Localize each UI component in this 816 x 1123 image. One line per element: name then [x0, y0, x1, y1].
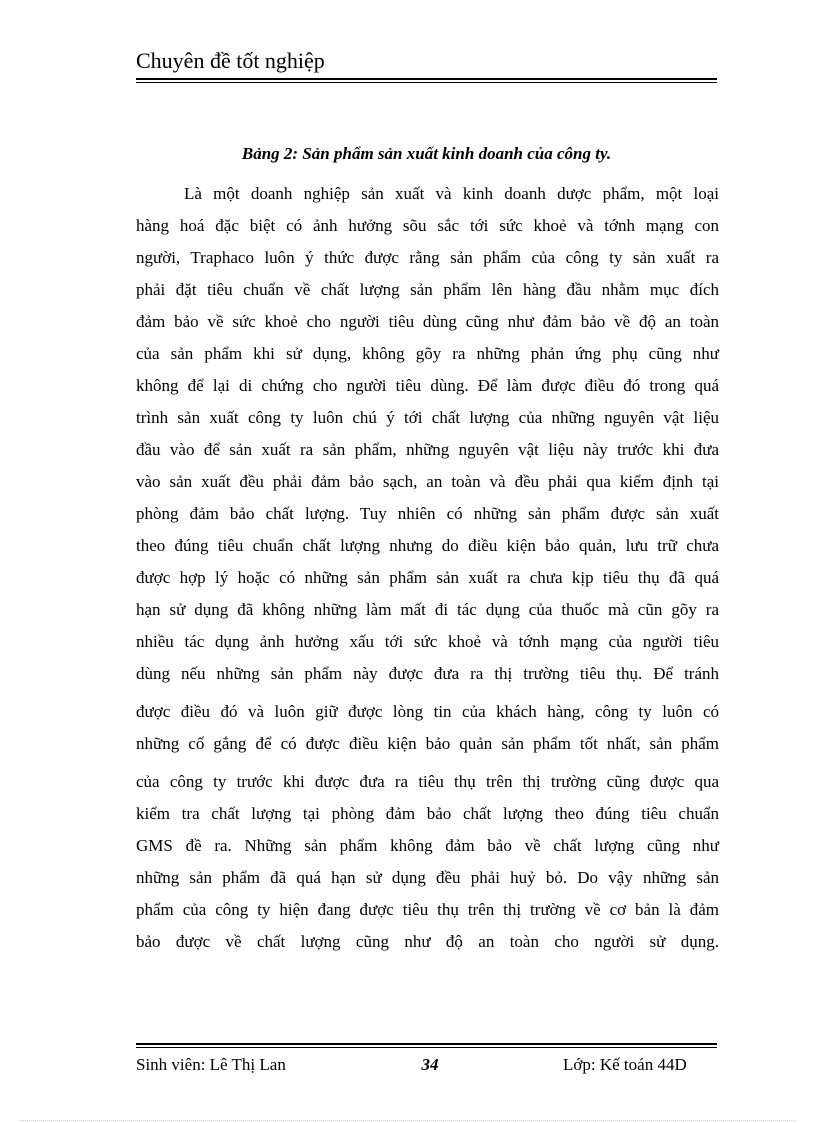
paragraph-line: được hợp lý hoặc có những sản phẩm sản xuất ra chưa kịp tiêu thụ đã quá	[136, 568, 719, 587]
body-paragraph	[136, 178, 719, 958]
paragraph-line: hạn sử dụng đã không những làm mất đi tác dụng của thuốc mà cũn gõy ra	[136, 600, 719, 619]
paragraph-line: GMS đề ra. Những sản phẩm không đảm bảo về chất lượng cũng như	[136, 836, 719, 855]
paragraph-line: những sản phẩm đã quá hạn sử dụng đều phải huỷ bỏ. Do vậy những sản	[136, 868, 719, 887]
paragraph-line: người, Traphaco luôn ý thức được rằng sản phẩm của công ty sản xuất ra	[136, 248, 719, 267]
paragraph-line: dùng nếu những sản phẩm này được đưa ra thị trường tiêu thụ. Để tránh	[136, 664, 719, 683]
paragraph-line: theo đúng tiêu chuẩn chất lượng nhưng do điều kiện bảo quản, lưu trữ chưa	[136, 536, 719, 555]
paragraph-line: kiểm tra chất lượng tại phòng đảm bảo chất lượng theo đúng tiêu chuẩn	[136, 804, 719, 823]
paragraph-line: những cố gắng để có được điều kiện bảo quản sản phẩm tốt nhất, sản phẩm	[136, 734, 719, 753]
paragraph-line: phòng đảm bảo chất lượng. Tuy nhiên có những sản phẩm được sản xuất	[136, 504, 719, 523]
paragraph-line: phẩm của công ty hiện đang được tiêu thụ trên thị trường về cơ bản là đảm	[136, 900, 719, 919]
paragraph-line: đảm bảo về sức khoẻ cho người tiêu dùng cũng như đảm bảo về độ an toàn	[136, 312, 719, 331]
paragraph-line: trình sản xuất công ty luôn chú ý tới chất lượng của những nguyên vật liệu	[136, 408, 719, 427]
footer-class-name: Lớp: Kế toán 44D	[563, 1055, 687, 1074]
paragraph-line: nhiều tác dụng ảnh hưởng xấu tới sức khoẻ và tớnh mạng của người tiêu	[136, 632, 719, 651]
page-bottom-edge	[20, 1120, 796, 1121]
paragraph-line: không để lại di chứng cho người tiêu dùng. Để làm được điều đó trong quá	[136, 376, 719, 395]
document-header-title: Chuyên đề tốt nghiệp	[136, 48, 325, 73]
paragraph-line: được điều đó và luôn giữ được lòng tin của khách hàng, công ty luôn có	[136, 702, 719, 721]
paragraph-line: vào sản xuất đều phải đảm bảo sạch, an toàn và đều phải qua kiểm định tại	[136, 472, 719, 491]
paragraph-line: đầu vào để sản xuất ra sản phẩm, những nguyên vật liệu này trước khi đưa	[136, 440, 719, 459]
paragraph-line: Là một doanh nghiệp sản xuất và kinh doanh dược phẩm, một loại	[184, 184, 719, 203]
paragraph-line: hàng hoá đặc biệt có ảnh hưởng sõu sắc tới sức khoẻ và tớnh mạng con	[136, 216, 719, 235]
footer-student-name: Sinh viên: Lê Thị Lan	[136, 1055, 286, 1074]
paragraph-line: của sản phẩm khi sử dụng, không gõy ra những phản ứng phụ cũng như	[136, 344, 719, 363]
paragraph-line: bảo được về chất lượng cũng như độ an toàn cho người sử dụng.	[136, 932, 719, 951]
footer-divider	[136, 1043, 717, 1045]
footer-page-number: 34	[421, 1055, 439, 1074]
paragraph-line: của công ty trước khi được đưa ra tiêu thụ trên thị trường cũng được qua	[136, 772, 719, 791]
paragraph-line: phải đặt tiêu chuẩn về chất lượng sản phẩm lên hàng đầu nhằm mục đích	[136, 280, 719, 299]
table-caption: Bảng 2: Sản phẩm sản xuất kinh doanh của công ty.	[241, 144, 612, 163]
header-divider	[136, 78, 717, 80]
